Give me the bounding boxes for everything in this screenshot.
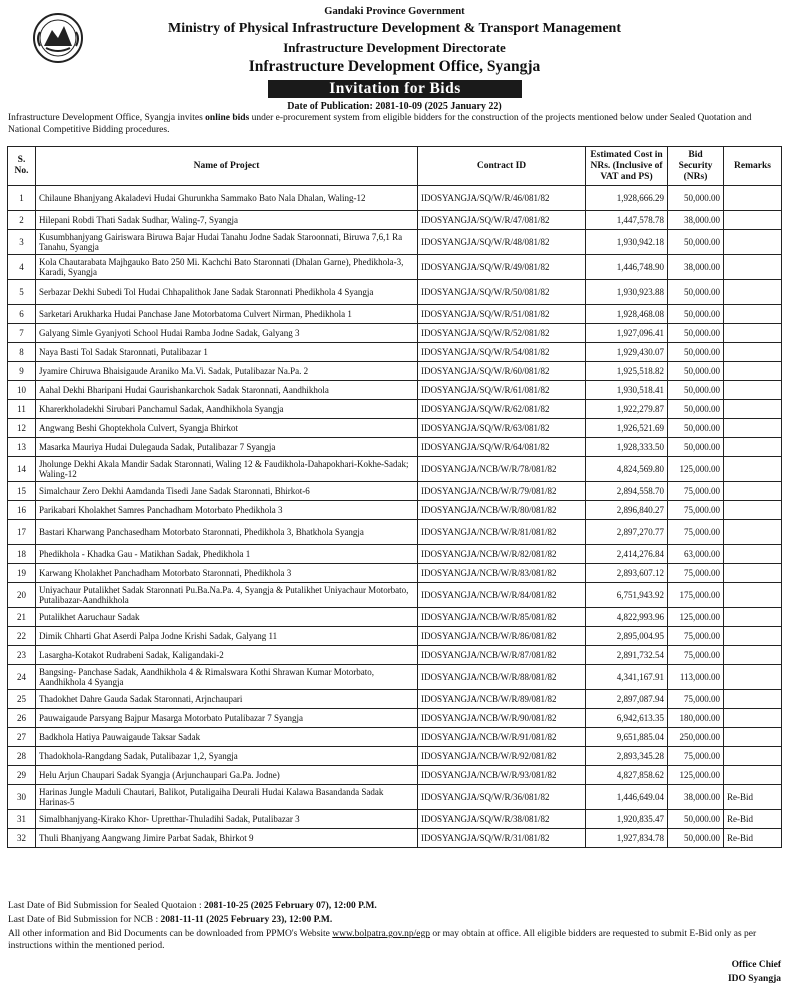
cell-project-name: Dimik Chharti Ghat Aserdi Palpa Jodne Krishi Sadak, Galyang 11 bbox=[36, 627, 418, 646]
table-row bbox=[8, 810, 782, 829]
cell-sn: 20 bbox=[8, 583, 36, 608]
cell-estimated-cost: 1,929,430.07 bbox=[586, 343, 668, 362]
cell-remarks bbox=[724, 255, 782, 280]
table-row bbox=[8, 419, 782, 438]
info-paragraph bbox=[8, 929, 782, 952]
table-row bbox=[8, 324, 782, 343]
publication-date: Date of Publication: 2081-10-09 (2025 January 22) bbox=[287, 101, 502, 112]
cell-estimated-cost: 2,891,732.54 bbox=[586, 646, 668, 665]
cell-estimated-cost: 2,414,276.84 bbox=[586, 545, 668, 564]
cell-estimated-cost: 1,446,649.04 bbox=[586, 785, 668, 810]
cell-remarks bbox=[724, 438, 782, 457]
cell-bid-security: 50,000.00 bbox=[668, 186, 724, 211]
cell-remarks bbox=[724, 608, 782, 627]
cell-sn: 2 bbox=[8, 211, 36, 230]
table-row bbox=[8, 829, 782, 848]
intro-bold: online bids bbox=[205, 113, 250, 123]
cell-project-name: Phedikhola - Khadka Gau - Matikhan Sadak, Phedikhola 1 bbox=[36, 545, 418, 564]
cell-remarks bbox=[724, 665, 782, 690]
cell-contract-id: IDOSYANGJA/SQ/W/R/48/081/82 bbox=[418, 230, 586, 255]
cell-sn: 32 bbox=[8, 829, 36, 848]
cell-project-name: Simalchaur Zero Dekhi Aamdanda Tisedi Jane Sadak Staronnati, Bhirkot-6 bbox=[36, 482, 418, 501]
cell-sn: 15 bbox=[8, 482, 36, 501]
cell-remarks bbox=[724, 186, 782, 211]
cell-project-name: Jholunge Dekhi Akala Mandir Sadak Staronnati, Waling 12 & Faudikhola-Dahapokhari-Kokhe-Sadak; Waling-12 bbox=[36, 457, 418, 482]
cell-project-name: Thadokhet Dahre Gauda Sadak Staronnati, Arjnchaupari bbox=[36, 690, 418, 709]
header-estimated-cost: Estimated Cost in NRs. (Inclusive of VAT and PS) bbox=[586, 147, 668, 186]
intro-text-after: under e-procurement system from eligible bidders for the construction of the projects mentioned below under Sealed Quotation and National Competitive Bidding procedures. bbox=[8, 113, 752, 135]
cell-bid-security: 50,000.00 bbox=[668, 400, 724, 419]
cell-sn: 10 bbox=[8, 381, 36, 400]
table-row bbox=[8, 690, 782, 709]
cell-project-name: Uniyachaur Putalikhet Sadak Staronnati Pu.Ba.Na.Pa. 4, Syangja & Putalikhet Uniyachaur Motorbato, Putalibazar-Aandhikhola bbox=[36, 583, 418, 608]
cell-estimated-cost: 1,930,923.88 bbox=[586, 280, 668, 305]
cell-remarks bbox=[724, 709, 782, 728]
cell-remarks bbox=[724, 520, 782, 545]
cell-estimated-cost: 4,822,993.96 bbox=[586, 608, 668, 627]
cell-project-name: Kharerkholadekhi Sirubari Panchamul Sadak, Aandhikhola Syangja bbox=[36, 400, 418, 419]
cell-sn: 27 bbox=[8, 728, 36, 747]
cell-estimated-cost: 1,930,942.18 bbox=[586, 230, 668, 255]
cell-sn: 17 bbox=[8, 520, 36, 545]
ncb-deadline-label: Last Date of Bid Submission for NCB : bbox=[8, 915, 161, 925]
table-row bbox=[8, 564, 782, 583]
cell-remarks bbox=[724, 343, 782, 362]
cell-bid-security: 75,000.00 bbox=[668, 482, 724, 501]
ncb-deadline-date: 2081-11-11 (2025 February 23), 12:00 P.M. bbox=[160, 915, 333, 925]
cell-bid-security: 50,000.00 bbox=[668, 324, 724, 343]
cell-project-name: Masarka Mauriya Hudai Dulegauda Sadak, Putalibazar 7 Syangja bbox=[36, 438, 418, 457]
cell-project-name: Karwang Kholakhet Panchadham Motorbato Staronnati, Phedikhola 3 bbox=[36, 564, 418, 583]
cell-estimated-cost: 2,897,087.94 bbox=[586, 690, 668, 709]
table-row bbox=[8, 482, 782, 501]
cell-estimated-cost: 9,651,885.04 bbox=[586, 728, 668, 747]
cell-estimated-cost: 2,897,270.77 bbox=[586, 520, 668, 545]
cell-contract-id: IDOSYANGJA/SQ/W/R/50/081/82 bbox=[418, 280, 586, 305]
cell-remarks bbox=[724, 400, 782, 419]
table-row bbox=[8, 438, 782, 457]
cell-project-name: Angwang Beshi Ghoptekhola Culvert, Syangja Bhirkot bbox=[36, 419, 418, 438]
cell-remarks bbox=[724, 211, 782, 230]
cell-estimated-cost: 6,751,943.92 bbox=[586, 583, 668, 608]
header-contract-id: Contract ID bbox=[418, 147, 586, 186]
cell-sn: 28 bbox=[8, 747, 36, 766]
cell-sn: 12 bbox=[8, 419, 36, 438]
cell-bid-security: 50,000.00 bbox=[668, 305, 724, 324]
cell-sn: 26 bbox=[8, 709, 36, 728]
cell-contract-id: IDOSYANGJA/NCB/W/R/93/081/82 bbox=[418, 766, 586, 785]
cell-project-name: Simalbhanjyang-Kirako Khor- Upretthar-Thuladihi Sadak, Putalibazar 3 bbox=[36, 810, 418, 829]
cell-contract-id: IDOSYANGJA/SQ/W/R/46/081/82 bbox=[418, 186, 586, 211]
table-row bbox=[8, 305, 782, 324]
cell-bid-security: 75,000.00 bbox=[668, 501, 724, 520]
cell-project-name: Lasargha-Kotakot Rudrabeni Sadak, Kaligandaki-2 bbox=[36, 646, 418, 665]
directorate-name: Infrastructure Development Directorate bbox=[283, 40, 506, 55]
cell-remarks bbox=[724, 419, 782, 438]
table-row bbox=[8, 665, 782, 690]
cell-remarks bbox=[724, 230, 782, 255]
cell-contract-id: IDOSYANGJA/NCB/W/R/88/081/82 bbox=[418, 665, 586, 690]
cell-estimated-cost: 1,930,518.41 bbox=[586, 381, 668, 400]
table-row bbox=[8, 457, 782, 482]
cell-bid-security: 125,000.00 bbox=[668, 457, 724, 482]
cell-remarks bbox=[724, 280, 782, 305]
cell-sn: 8 bbox=[8, 343, 36, 362]
table-row bbox=[8, 646, 782, 665]
table-row bbox=[8, 728, 782, 747]
table-row bbox=[8, 400, 782, 419]
cell-contract-id: IDOSYANGJA/SQ/W/R/38/081/82 bbox=[418, 810, 586, 829]
cell-sn: 11 bbox=[8, 400, 36, 419]
cell-bid-security: 50,000.00 bbox=[668, 419, 724, 438]
table-row bbox=[8, 362, 782, 381]
sq-deadline-date: 2081-10-25 (2025 February 07), 12:00 P.M. bbox=[204, 901, 377, 911]
signature-title: Office Chief bbox=[731, 960, 781, 970]
cell-remarks bbox=[724, 501, 782, 520]
cell-bid-security: 50,000.00 bbox=[668, 810, 724, 829]
cell-sn: 16 bbox=[8, 501, 36, 520]
cell-project-name: Naya Basti Tol Sadak Staronnati, Putalibazar 1 bbox=[36, 343, 418, 362]
cell-sn: 7 bbox=[8, 324, 36, 343]
table-row bbox=[8, 747, 782, 766]
table-row bbox=[8, 255, 782, 280]
cell-estimated-cost: 2,895,004.95 bbox=[586, 627, 668, 646]
cell-estimated-cost: 1,925,518.82 bbox=[586, 362, 668, 381]
table-row bbox=[8, 501, 782, 520]
cell-remarks bbox=[724, 747, 782, 766]
cell-bid-security: 180,000.00 bbox=[668, 709, 724, 728]
cell-bid-security: 38,000.00 bbox=[668, 255, 724, 280]
cell-sn: 19 bbox=[8, 564, 36, 583]
cell-contract-id: IDOSYANGJA/NCB/W/R/80/081/82 bbox=[418, 501, 586, 520]
cell-estimated-cost: 1,920,835.47 bbox=[586, 810, 668, 829]
cell-sn: 22 bbox=[8, 627, 36, 646]
cell-bid-security: 75,000.00 bbox=[668, 690, 724, 709]
cell-contract-id: IDOSYANGJA/NCB/W/R/90/081/82 bbox=[418, 709, 586, 728]
cell-bid-security: 75,000.00 bbox=[668, 627, 724, 646]
info-text-after: or may obtain at office. All eligible bidders are requested to submit E-Bid only as per instructions within the mentioned period. bbox=[8, 929, 757, 951]
cell-remarks bbox=[724, 482, 782, 501]
cell-sn: 9 bbox=[8, 362, 36, 381]
cell-bid-security: 113,000.00 bbox=[668, 665, 724, 690]
cell-sn: 23 bbox=[8, 646, 36, 665]
cell-project-name: Aahal Dekhi Bharipani Hudai Gaurishankarchok Sadak Staronnati, Aandhikhola bbox=[36, 381, 418, 400]
intro-text-before: Infrastructure Development Office, Syangja invites bbox=[8, 113, 206, 123]
cell-sn: 18 bbox=[8, 545, 36, 564]
table-header-row bbox=[8, 147, 782, 186]
cell-contract-id: IDOSYANGJA/NCB/W/R/78/081/82 bbox=[418, 457, 586, 482]
header-project-name: Name of Project bbox=[36, 147, 418, 186]
office-name: Infrastructure Development Office, Syangja bbox=[248, 58, 541, 75]
cell-bid-security: 50,000.00 bbox=[668, 829, 724, 848]
info-text-before: All other information and Bid Documents can be downloaded from PPMO's Website bbox=[8, 929, 333, 939]
cell-contract-id: IDOSYANGJA/SQ/W/R/63/081/82 bbox=[418, 419, 586, 438]
cell-bid-security: 38,000.00 bbox=[668, 211, 724, 230]
cell-contract-id: IDOSYANGJA/SQ/W/R/31/081/82 bbox=[418, 829, 586, 848]
cell-sn: 5 bbox=[8, 280, 36, 305]
table-row bbox=[8, 186, 782, 211]
table-body bbox=[8, 186, 782, 848]
table-row bbox=[8, 381, 782, 400]
cell-estimated-cost: 1,928,333.50 bbox=[586, 438, 668, 457]
cell-contract-id: IDOSYANGJA/SQ/W/R/36/081/82 bbox=[418, 785, 586, 810]
cell-project-name: Kola Chautarabata Majhgauko Bato 250 Mi. Kachchi Bato Staronnati (Dhalan Garne), Phedikhola-3, Karadi, Syangja bbox=[36, 255, 418, 280]
cell-project-name: Jyamire Chiruwa Bhaisigaude Araniko Ma.Vi. Sadak, Putalibazar Na.Pa. 2 bbox=[36, 362, 418, 381]
cell-bid-security: 50,000.00 bbox=[668, 343, 724, 362]
cell-remarks bbox=[724, 690, 782, 709]
cell-project-name: Bastari Kharwang Panchasedham Motorbato Staronnati, Phedikhola 3, Bhatkhola Syangja bbox=[36, 520, 418, 545]
table-row bbox=[8, 766, 782, 785]
cell-project-name: Pauwaigaude Parsyang Bajpur Masarga Motorbato Putalibazar 7 Syangja bbox=[36, 709, 418, 728]
cell-bid-security: 75,000.00 bbox=[668, 747, 724, 766]
table-row bbox=[8, 583, 782, 608]
government-name: Gandaki Province Government bbox=[324, 6, 465, 17]
cell-bid-security: 75,000.00 bbox=[668, 646, 724, 665]
cell-bid-security: 125,000.00 bbox=[668, 608, 724, 627]
cell-estimated-cost: 6,942,613.35 bbox=[586, 709, 668, 728]
nepal-emblem-logo bbox=[32, 12, 84, 64]
cell-estimated-cost: 4,827,858.62 bbox=[586, 766, 668, 785]
cell-contract-id: IDOSYANGJA/NCB/W/R/84/081/82 bbox=[418, 583, 586, 608]
signature-office: IDO Syangja bbox=[727, 974, 781, 984]
cell-contract-id: IDOSYANGJA/SQ/W/R/47/081/82 bbox=[418, 211, 586, 230]
cell-project-name: Parikabari Kholakhet Samres Panchadham Motorbato Phedikhola 3 bbox=[36, 501, 418, 520]
cell-sn: 14 bbox=[8, 457, 36, 482]
cell-project-name: Putalikhet Aaruchaur Sadak bbox=[36, 608, 418, 627]
cell-estimated-cost: 2,894,558.70 bbox=[586, 482, 668, 501]
cell-estimated-cost: 1,926,521.69 bbox=[586, 419, 668, 438]
cell-contract-id: IDOSYANGJA/NCB/W/R/89/081/82 bbox=[418, 690, 586, 709]
cell-remarks: Re-Bid bbox=[724, 785, 782, 810]
header-bid-security: Bid Security (NRs) bbox=[668, 147, 724, 186]
cell-remarks bbox=[724, 728, 782, 747]
cell-remarks bbox=[724, 564, 782, 583]
cell-remarks bbox=[724, 381, 782, 400]
cell-project-name: Galyang Simle Gyanjyoti School Hudai Ramba Jodne Sadak, Galyang 3 bbox=[36, 324, 418, 343]
cell-estimated-cost: 2,893,345.28 bbox=[586, 747, 668, 766]
cell-sn: 4 bbox=[8, 255, 36, 280]
cell-estimated-cost: 4,824,569.80 bbox=[586, 457, 668, 482]
table-row bbox=[8, 230, 782, 255]
cell-estimated-cost: 1,922,279.87 bbox=[586, 400, 668, 419]
cell-sn: 25 bbox=[8, 690, 36, 709]
cell-project-name: Kusumbhanjyang Gairiswara Biruwa Bajar Hudai Tanahu Jodne Sadak Staroonnati, Biruwa 7,6,1 Ra Tanahu, Syangja bbox=[36, 230, 418, 255]
cell-sn: 13 bbox=[8, 438, 36, 457]
table-row bbox=[8, 785, 782, 810]
cell-bid-security: 50,000.00 bbox=[668, 381, 724, 400]
table-row bbox=[8, 280, 782, 305]
cell-contract-id: IDOSYANGJA/SQ/W/R/49/081/82 bbox=[418, 255, 586, 280]
cell-bid-security: 50,000.00 bbox=[668, 280, 724, 305]
cell-contract-id: IDOSYANGJA/NCB/W/R/82/081/82 bbox=[418, 545, 586, 564]
cell-project-name: Chilaune Bhanjyang Akaladevi Hudai Ghurunkha Sammako Bato Nala Dhalan, Waling-12 bbox=[36, 186, 418, 211]
cell-contract-id: IDOSYANGJA/SQ/W/R/60/081/82 bbox=[418, 362, 586, 381]
cell-remarks bbox=[724, 583, 782, 608]
table-row bbox=[8, 627, 782, 646]
cell-estimated-cost: 2,893,607.12 bbox=[586, 564, 668, 583]
table-row bbox=[8, 709, 782, 728]
cell-contract-id: IDOSYANGJA/SQ/W/R/54/081/82 bbox=[418, 343, 586, 362]
cell-bid-security: 75,000.00 bbox=[668, 564, 724, 583]
cell-sn: 3 bbox=[8, 230, 36, 255]
cell-estimated-cost: 1,927,096.41 bbox=[586, 324, 668, 343]
cell-estimated-cost: 1,928,666.29 bbox=[586, 186, 668, 211]
cell-estimated-cost: 1,927,834.78 bbox=[586, 829, 668, 848]
cell-remarks bbox=[724, 305, 782, 324]
header-sn: S. No. bbox=[8, 147, 36, 186]
cell-contract-id: IDOSYANGJA/SQ/W/R/51/081/82 bbox=[418, 305, 586, 324]
ppmo-website-link[interactable]: www.bolpatra.gov.np/egp bbox=[332, 929, 430, 939]
cell-sn: 6 bbox=[8, 305, 36, 324]
cell-bid-security: 125,000.00 bbox=[668, 766, 724, 785]
cell-sn: 21 bbox=[8, 608, 36, 627]
cell-contract-id: IDOSYANGJA/NCB/W/R/92/081/82 bbox=[418, 747, 586, 766]
cell-bid-security: 50,000.00 bbox=[668, 230, 724, 255]
bids-table bbox=[7, 146, 782, 848]
cell-remarks bbox=[724, 766, 782, 785]
cell-contract-id: IDOSYANGJA/SQ/W/R/61/081/82 bbox=[418, 381, 586, 400]
cell-remarks bbox=[724, 545, 782, 564]
cell-project-name: Thadokhola-Rangdang Sadak, Putalibazar 1,2, Syangja bbox=[36, 747, 418, 766]
cell-contract-id: IDOSYANGJA/SQ/W/R/64/081/82 bbox=[418, 438, 586, 457]
cell-project-name: Badkhola Hatiya Pauwaigaude Taksar Sadak bbox=[36, 728, 418, 747]
sq-deadline-label: Last Date of Bid Submission for Sealed Quotaion : bbox=[8, 901, 205, 911]
cell-contract-id: IDOSYANGJA/NCB/W/R/83/081/82 bbox=[418, 564, 586, 583]
ministry-name: Ministry of Physical Infrastructure Development & Transport Management bbox=[168, 21, 621, 36]
header-remarks: Remarks bbox=[724, 147, 782, 186]
table-row bbox=[8, 211, 782, 230]
cell-contract-id: IDOSYANGJA/NCB/W/R/79/081/82 bbox=[418, 482, 586, 501]
cell-contract-id: IDOSYANGJA/SQ/W/R/52/081/82 bbox=[418, 324, 586, 343]
cell-project-name: Serbazar Dekhi Subedi Tol Hudai Chhapalithok Jane Sadak Staronnati Phedikhola 4 Syangja bbox=[36, 280, 418, 305]
cell-bid-security: 63,000.00 bbox=[668, 545, 724, 564]
cell-bid-security: 50,000.00 bbox=[668, 362, 724, 381]
cell-remarks bbox=[724, 324, 782, 343]
intro-paragraph bbox=[8, 113, 782, 136]
cell-remarks bbox=[724, 362, 782, 381]
table-row bbox=[8, 520, 782, 545]
cell-sn: 29 bbox=[8, 766, 36, 785]
cell-contract-id: IDOSYANGJA/SQ/W/R/62/081/82 bbox=[418, 400, 586, 419]
cell-project-name: Harinas Jungle Maduli Chautari, Balikot, Putaligaiha Deurali Hudai Kalawa Basandanda Sadak Harinas-5 bbox=[36, 785, 418, 810]
cell-bid-security: 38,000.00 bbox=[668, 785, 724, 810]
cell-remarks: Re-Bid bbox=[724, 810, 782, 829]
cell-bid-security: 75,000.00 bbox=[668, 520, 724, 545]
cell-sn: 1 bbox=[8, 186, 36, 211]
cell-estimated-cost: 1,446,748.90 bbox=[586, 255, 668, 280]
cell-remarks bbox=[724, 646, 782, 665]
table-row bbox=[8, 608, 782, 627]
table-row bbox=[8, 343, 782, 362]
cell-estimated-cost: 1,928,468.08 bbox=[586, 305, 668, 324]
ncb-deadline bbox=[8, 915, 782, 927]
cell-project-name: Thuli Bhanjyang Aangwang Jimire Parbat Sadak, Bhirkot 9 bbox=[36, 829, 418, 848]
cell-bid-security: 250,000.00 bbox=[668, 728, 724, 747]
notice-title-banner: Invitation for Bids bbox=[268, 80, 522, 98]
cell-remarks bbox=[724, 457, 782, 482]
cell-estimated-cost: 4,341,167.91 bbox=[586, 665, 668, 690]
cell-bid-security: 50,000.00 bbox=[668, 438, 724, 457]
cell-remarks: Re-Bid bbox=[724, 829, 782, 848]
cell-estimated-cost: 2,896,840.27 bbox=[586, 501, 668, 520]
cell-project-name: Sarketari Arukharka Hudai Panchase Jane Motorbatoma Culvert Nirman, Phedikhola 1 bbox=[36, 305, 418, 324]
cell-contract-id: IDOSYANGJA/NCB/W/R/85/081/82 bbox=[418, 608, 586, 627]
cell-contract-id: IDOSYANGJA/NCB/W/R/81/081/82 bbox=[418, 520, 586, 545]
cell-estimated-cost: 1,447,578.78 bbox=[586, 211, 668, 230]
cell-sn: 31 bbox=[8, 810, 36, 829]
cell-remarks bbox=[724, 627, 782, 646]
cell-project-name: Hilepani Robdi Thati Sadak Sudhar, Waling-7, Syangja bbox=[36, 211, 418, 230]
cell-contract-id: IDOSYANGJA/NCB/W/R/87/081/82 bbox=[418, 646, 586, 665]
cell-project-name: Helu Arjun Chaupari Sadak Syangja (Arjunchaupari Ga.Pa. Jodne) bbox=[36, 766, 418, 785]
sq-deadline bbox=[8, 901, 782, 913]
cell-sn: 30 bbox=[8, 785, 36, 810]
cell-bid-security: 175,000.00 bbox=[668, 583, 724, 608]
cell-sn: 24 bbox=[8, 665, 36, 690]
cell-project-name: Bangsing- Panchase Sadak, Aandhikhola 4 & Rimalswara Kothi Shrawan Kumar Motorbato, Aandhikhola 4 Syangja bbox=[36, 665, 418, 690]
cell-contract-id: IDOSYANGJA/NCB/W/R/86/081/82 bbox=[418, 627, 586, 646]
cell-contract-id: IDOSYANGJA/NCB/W/R/91/081/82 bbox=[418, 728, 586, 747]
table-row bbox=[8, 545, 782, 564]
